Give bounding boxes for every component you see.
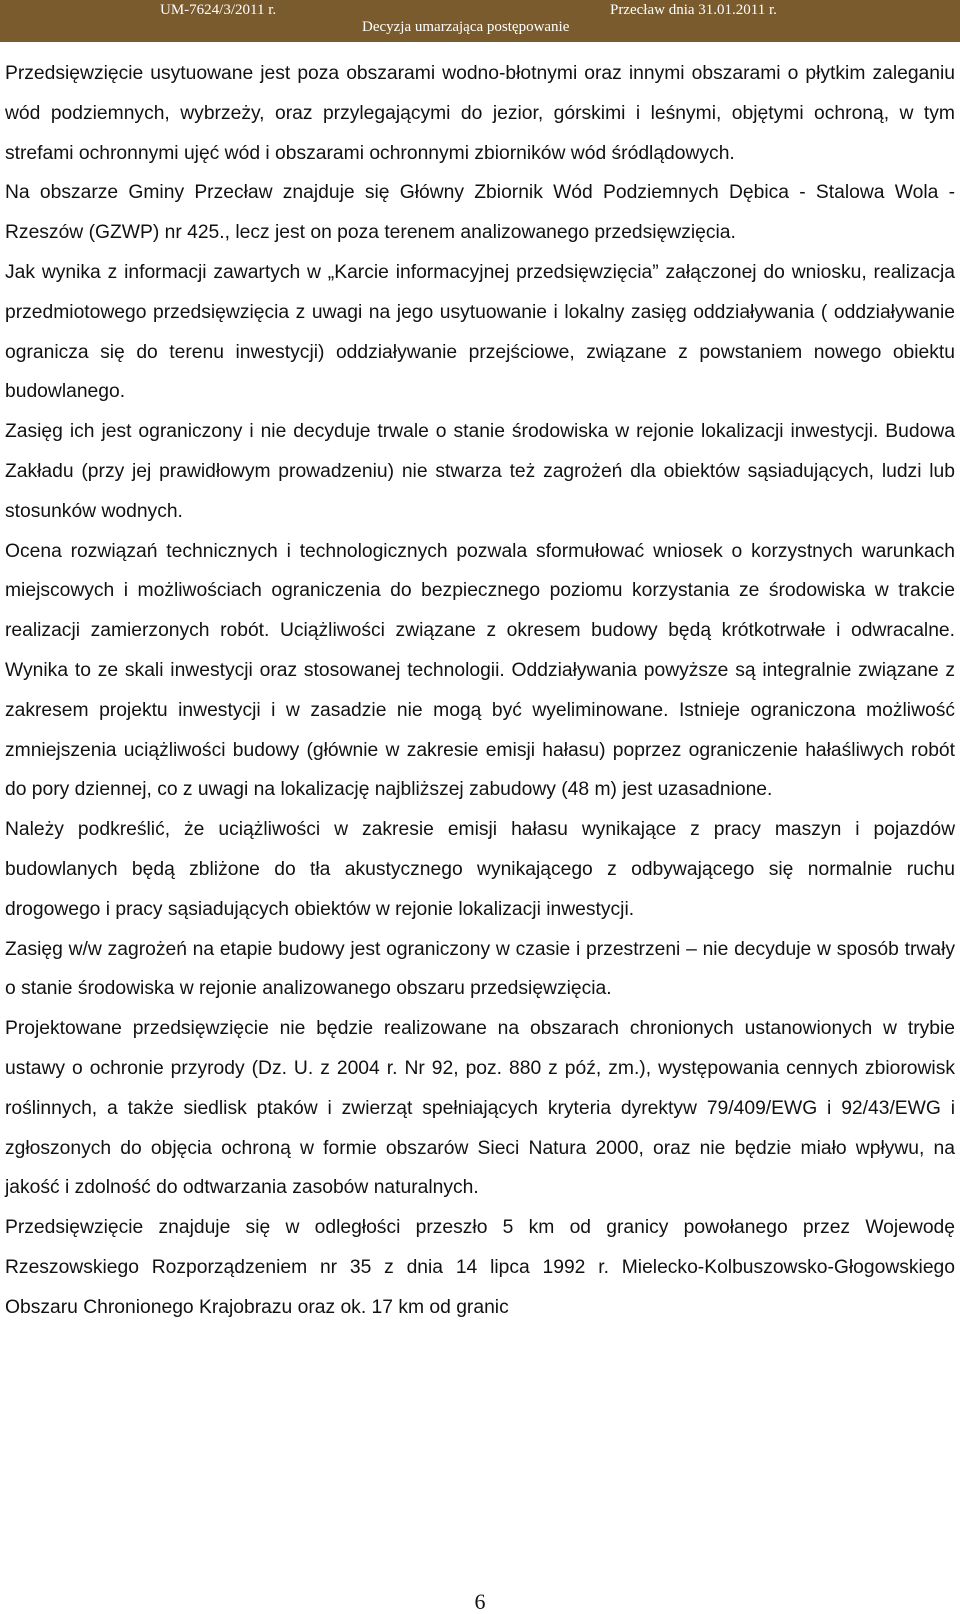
page-number: 6 [474, 1589, 486, 1614]
document-subtitle: Decyzja umarzająca postępowanie [362, 19, 570, 35]
document-header [0, 0, 960, 42]
document-date: Przecław dnia 31.01.2011 r. [610, 2, 777, 18]
paragraph-8: Projektowane przedsięwzięcie nie będzie realizowane na obszarach chronionych ustanowionych w trybie ustawy o ochronie przyrody (Dz. U. z 2004 r. Nr 92, poz. 880 z póź, zm.), występowania cennych zbiorowisk roślinnych, a także siedlisk ptaków i zwierząt spełniających kryteria dyrektyw 79/409/EWG i 92/43/EWG i zgłoszonych do objęcia ochroną w formie obszarów Sieci Natura 2000, oraz nie będzie miało wpływu, na jakość i zdolność do odtwarzania zasobów naturalnych. [5, 1018, 955, 1199]
paragraph-2: Na obszarze Gminy Przecław znajduje się Główny Zbiornik Wód Podziemnych Dębica - Stalowa Wola - Rzeszów (GZWP) nr 425., lecz jest on poza terenem analizowanego przedsięwzięcia. [5, 182, 955, 244]
paragraph-3: Jak wynika z informacji zawartych w „Karcie informacyjnej przedsięwzięcia” załączonej do wniosku, realizacja przedmiotowego przedsięwzięcia z uwagi na jego usytuowanie i lokalny zasięg oddziaływania ( oddziaływanie ogranicza się do terenu inwestycji) oddziaływanie przejściowe, związane z powstaniem nowego obiektu budowlanego. [5, 261, 955, 403]
paragraph-6: Należy podkreślić, że uciążliwości w zakresie emisji hałasu wynikające z pracy maszyn i pojazdów budowlanych będą zbliżone do tła akustycznego wynikającego z odbywającego się normalnie ruchu drogowego i pracy sąsiadujących obiektów w rejonie lokalizacji inwestycji. [5, 819, 955, 920]
document-body [5, 54, 955, 1328]
paragraph-4: Zasięg ich jest ograniczony i nie decyduje trwale o stanie środowiska w rejonie lokalizacji inwestycji. Budowa Zakładu (przy jej prawidłowym prowadzeniu) nie stwarza też zagrożeń dla obiektów sąsiadujących, ludzi lub stosunków wodnych. [5, 421, 955, 522]
paragraph-1: Przedsięwzięcie usytuowane jest poza obszarami wodno-błotnymi oraz innymi obszarami o płytkim zaleganiu wód podziemnych, wybrzeży, oraz przylegającymi do jezior, górskimi i leśnymi, objętymi ochroną, w tym strefami ochronnymi ujęć wód i obszarami ochronnymi zbiorników wód śródlądowych. [5, 63, 955, 164]
paragraph-7: Zasięg w/w zagrożeń na etapie budowy jest ograniczony w czasie i przestrzeni – nie decyduje w sposób trwały o stanie środowiska w rejonie analizowanego obszaru przedsięwzięcia. [5, 938, 955, 1000]
paragraph-9: Przedsięwzięcie znajduje się w odległości przeszło 5 km od granicy powołanego przez Wojewodę Rzeszowskiego Rozporządzeniem nr 35 z dnia 14 lipca 1992 r. Mielecko-Kolbuszowsko-Głogowskiego Obszaru Chronionego Krajobrazu oraz ok. 17 km od granic [5, 1217, 955, 1318]
document-reference: UM-7624/3/2011 r. [160, 2, 277, 18]
paragraph-5: Ocena rozwiązań technicznych i technologicznych pozwala sformułować wniosek o korzystnych warunkach miejscowych i możliwościach ograniczenia do bezpiecznego poziomu korzystania ze środowiska w trakcie realizacji zamierzonych robót. Uciążliwości związane z okresem budowy będą krótkotrwałe i odwracalne. Wynika to ze skali inwestycji oraz stosowanej technologii. Oddziaływania powyższe są integralnie związane z zakresem projektu inwestycji i w zasadzie nie mogą być wyeliminowane. Istnieje ograniczona możliwość zmniejszenia uciążliwości budowy (głównie w zakresie emisji hałasu) poprzez ograniczenie hałaśliwych robót do pory dziennej, co z uwagi na lokalizację najbliższej zabudowy (48 m) jest uzasadnione. [5, 540, 955, 801]
